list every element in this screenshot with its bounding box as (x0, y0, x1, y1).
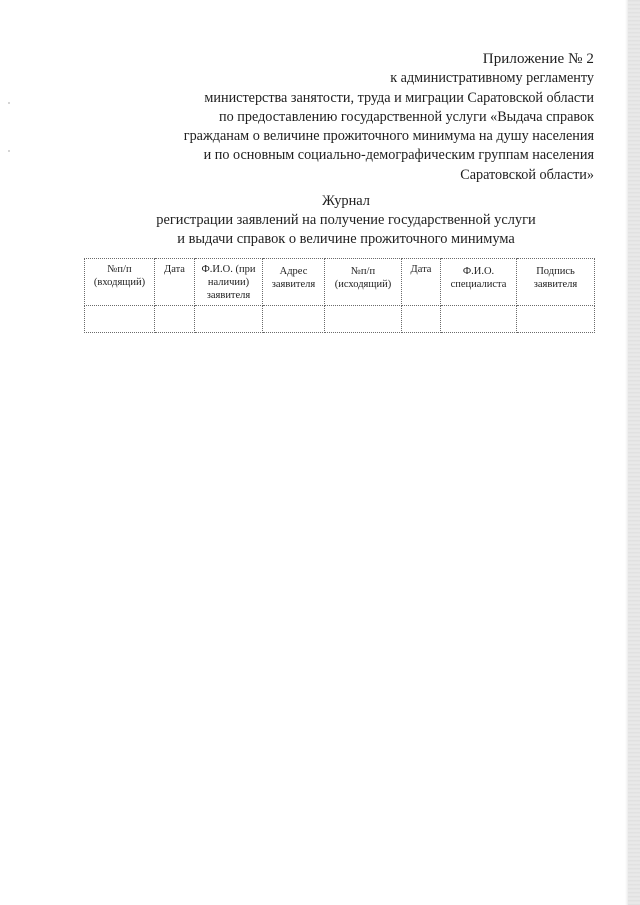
table-cell (263, 306, 325, 333)
scan-edge-noise (628, 0, 640, 905)
registration-journal-table (84, 258, 595, 333)
scan-speck (8, 150, 10, 152)
table-header-row (85, 259, 595, 306)
appendix-block (34, 50, 594, 185)
table-cell (517, 306, 595, 333)
appendix-line: и по основным социально-демографическим группам населения (203, 147, 594, 164)
column-header-applicant-address: Адрес заявителя (263, 259, 325, 306)
appendix-line: к административному регламенту (390, 70, 594, 87)
table-cell (85, 306, 155, 333)
column-header-incoming-number: №п/п (входящий) (85, 259, 155, 306)
appendix-line: по предоставлению государственной услуги «Выдача справок (219, 108, 594, 125)
journal-title: Журнал (322, 193, 370, 209)
journal-subtitle-line: и выдачи справок о величине прожиточного минимума (177, 231, 515, 247)
appendix-line: Саратовской области» (460, 166, 594, 183)
journal-subtitle-line: регистрации заявлений на получение государственной услуги (156, 212, 536, 228)
appendix-line: гражданам о величине прожиточного минимума на душу населения (183, 128, 594, 145)
table-row (85, 306, 595, 333)
table-cell (402, 306, 441, 333)
column-header-applicant-signature: Подпись заявителя (517, 259, 595, 306)
scan-speck (8, 102, 10, 104)
table-cell (325, 306, 402, 333)
appendix-line: министерства занятости, труда и миграции Саратовской области (204, 89, 594, 106)
table-cell (155, 306, 195, 333)
column-header-applicant-name: Ф.И.О. (при наличии) заявителя (195, 259, 263, 306)
table-cell (441, 306, 517, 333)
appendix-heading: Приложение № 2 (482, 51, 594, 67)
column-header-outgoing-number: №п/п (исходящий) (325, 259, 402, 306)
table-cell (195, 306, 263, 333)
column-header-specialist-name: Ф.И.О. специалиста (441, 259, 517, 306)
column-header-date-out: Дата (402, 259, 441, 306)
column-header-date-in: Дата (155, 259, 195, 306)
journal-title-block (0, 192, 640, 249)
